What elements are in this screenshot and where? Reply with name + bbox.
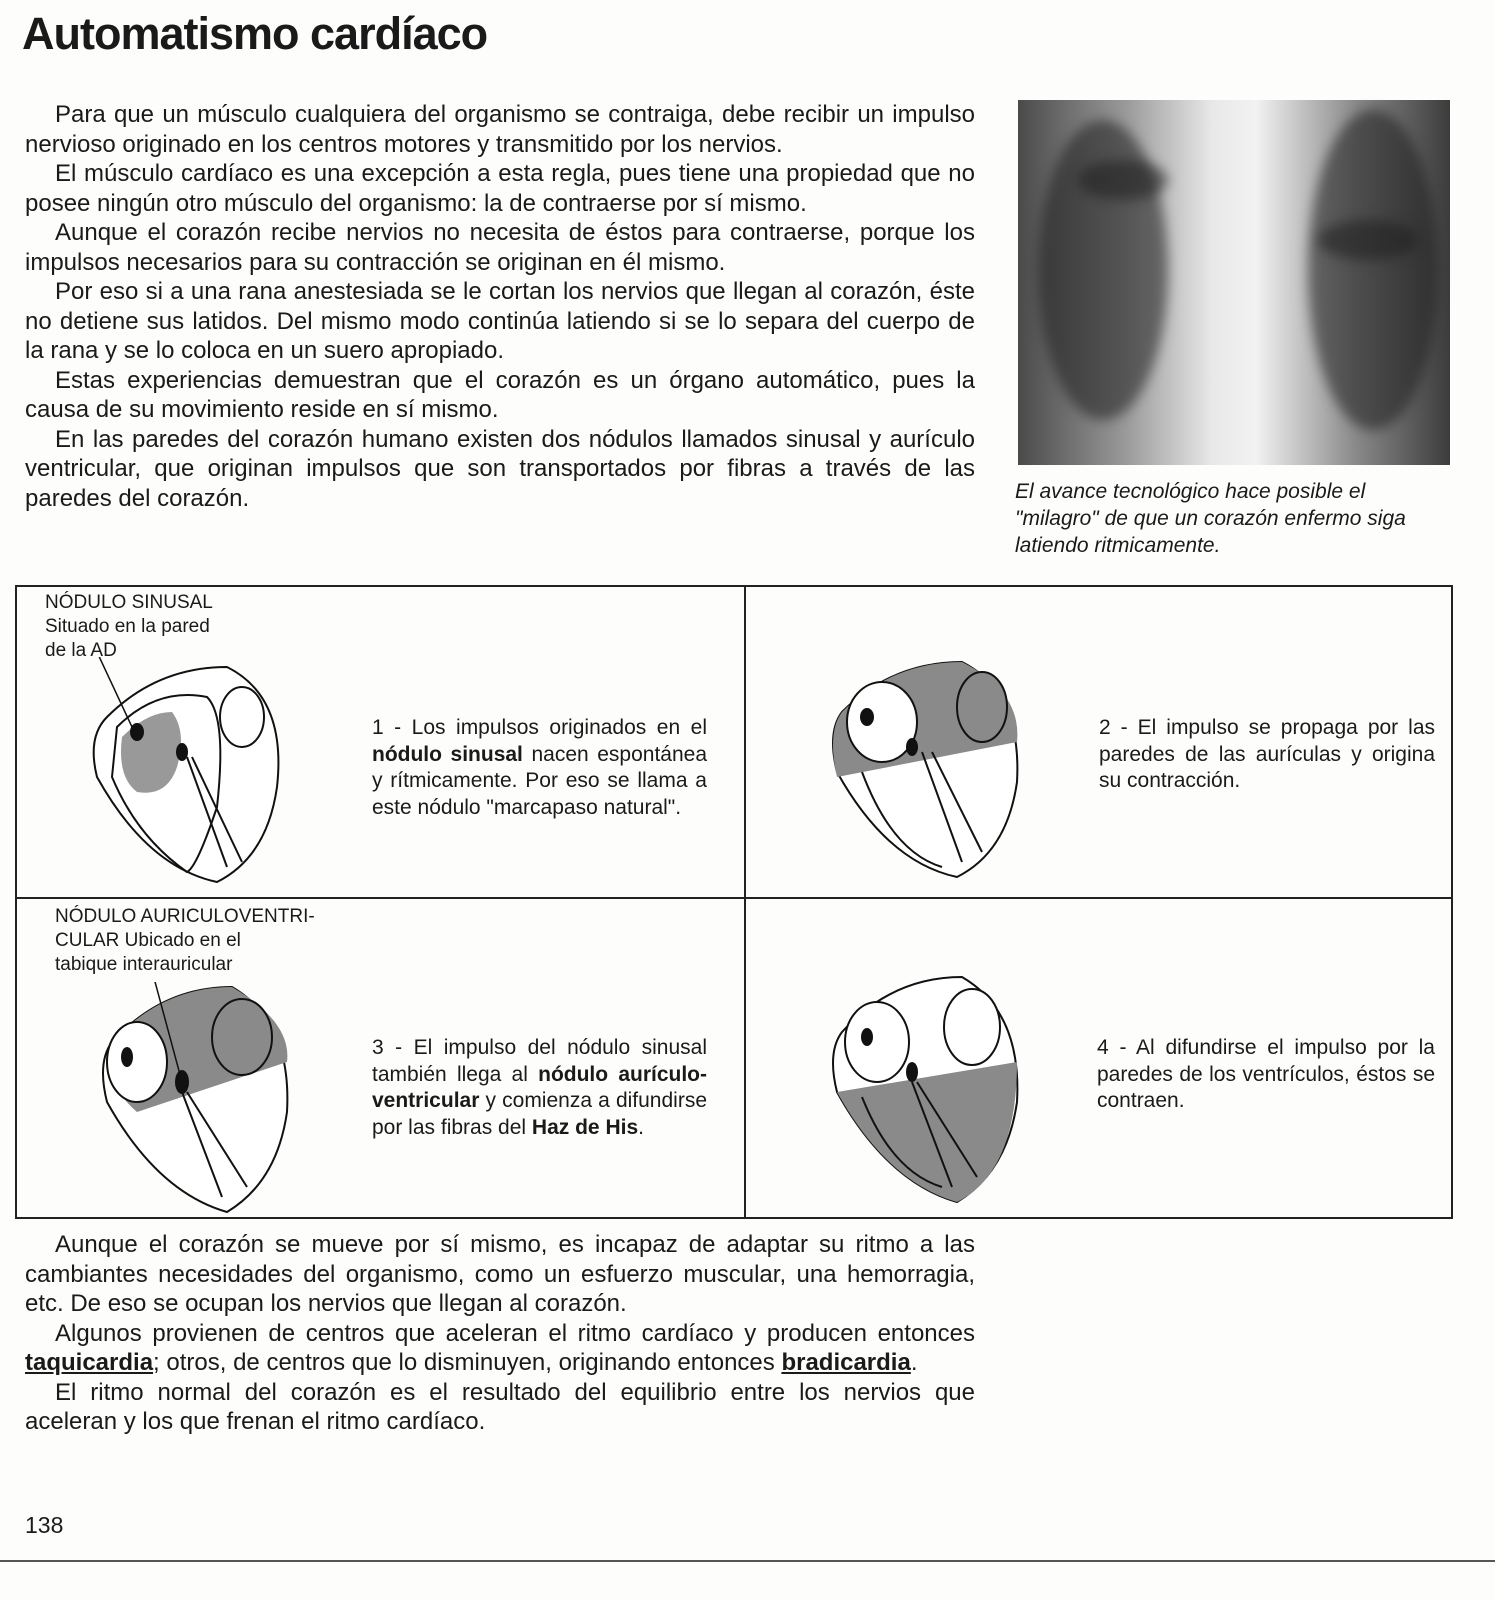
label-line: CULAR Ubicado en el [55, 930, 241, 951]
text: nacen espontánea y rítmicamente. Por eso se llama a este nódulo "marcapaso natural". [372, 742, 708, 819]
paragraph: Aunque el corazón se mueve por sí mismo, es incapaz de adaptar su ritmo a las cambiantes necesidades del organismo, como un esfuerzo muscular, una hemorragia, etc. De eso se ocupan los nervios que llegan al corazón. [25, 1231, 975, 1317]
closing-text [25, 1230, 975, 1437]
label-line: de la AD [45, 640, 117, 661]
term-taquicardia: taquicardia [25, 1349, 154, 1376]
label-line: NÓDULO AURICULOVENTRI- [55, 906, 315, 927]
paragraph [25, 1319, 975, 1378]
term: nódulo sinusal [372, 742, 523, 766]
heart-illustration-1 [77, 657, 297, 887]
paragraph: El ritmo normal del corazón es el resultado del equilibrio entre los nervios que aceleran y los que frenan el ritmo cardíaco. [25, 1378, 975, 1435]
term-bradicardia: bradicardia [781, 1349, 911, 1376]
photo-caption: El avance tecnológico hace posible el "milagro" de que un corazón enfermo siga latiendo ritmicamente. [1015, 480, 1406, 557]
step-4-text: 4 - Al difundirse el impulso por la paredes de los ventrículos, éstos se contraen. [1097, 1036, 1435, 1112]
paragraph: Estas experiencias demuestran que el corazón es un órgano automático, pues la causa de su movimiento reside en sí mismo. [25, 366, 975, 423]
text: Algunos provienen de centros que aceleran el ritmo cardíaco y producen entonces [55, 1319, 975, 1347]
text: y comienza a difundirse por las fibras del [372, 1089, 707, 1139]
paragraph: En las paredes del corazón humano existen dos nódulos llamados sinusal y aurículo ventricular, que originan impulsos que son transportados por fibras a través de las paredes del corazón. [25, 425, 975, 512]
label-line: Situado en la pared [45, 616, 210, 637]
text: . [638, 1115, 644, 1139]
paragraph: Para que un músculo cualquiera del organismo se contraiga, debe recibir un impulso nervioso originado en los centros motores y transmitido por los nervios. [25, 101, 975, 158]
heart-illustration-2 [822, 652, 1032, 882]
step-2-text: 2 - El impulso se propaga por las paredes de las aurículas y origina su contracción. [1099, 716, 1435, 792]
term: Haz de His [531, 1115, 639, 1139]
av-node-label [55, 905, 315, 977]
paragraph: Por eso si a una rana anestesiada se le cortan los nervios que llegan al corazón, éste no detiene sus latidos. Del mismo modo continúa latiendo si se lo separa del cuerpo de la rana y se lo coloca en un suero apropiado. [25, 278, 975, 364]
text: . [910, 1349, 918, 1376]
sinusal-node-label [45, 591, 213, 663]
paragraph: Aunque el corazón recibe nervios no necesita de éstos para contraerse, porque los impulsos necesarios para su contracción se originan en él mismo. [25, 219, 975, 276]
term: nódulo aurículo-ventricular [372, 1062, 708, 1112]
heart-illustration-3 [92, 982, 302, 1217]
text: 1 - Los impulsos originados en el [372, 716, 707, 739]
label-line: NÓDULO SINUSAL [45, 592, 213, 613]
chest-xray-photo [1018, 100, 1450, 465]
paragraph: El músculo cardíaco es una excepción a esta regla, pues tiene una propiedad que no posee ningún otro músculo del organismo: la de contraerse por sí mismo. [25, 160, 975, 217]
heart-illustration-4 [822, 972, 1032, 1207]
page-edge [0, 1560, 1495, 1562]
heart-conduction-diagram [15, 585, 1453, 1219]
intro-text [25, 100, 975, 513]
step-3-text [372, 1035, 707, 1141]
page-title: Automatismo cardíaco [22, 8, 488, 59]
divider [744, 587, 746, 1217]
divider [17, 897, 1451, 899]
page-number: 138 [25, 1512, 64, 1538]
step-1-text [372, 715, 707, 821]
label-line: tabique interauricular [55, 954, 233, 975]
text: 3 - El impulso del nódulo sinusal también llega al [372, 1036, 707, 1086]
text: ; otros, de centros que lo disminuyen, originando entonces [153, 1349, 782, 1376]
